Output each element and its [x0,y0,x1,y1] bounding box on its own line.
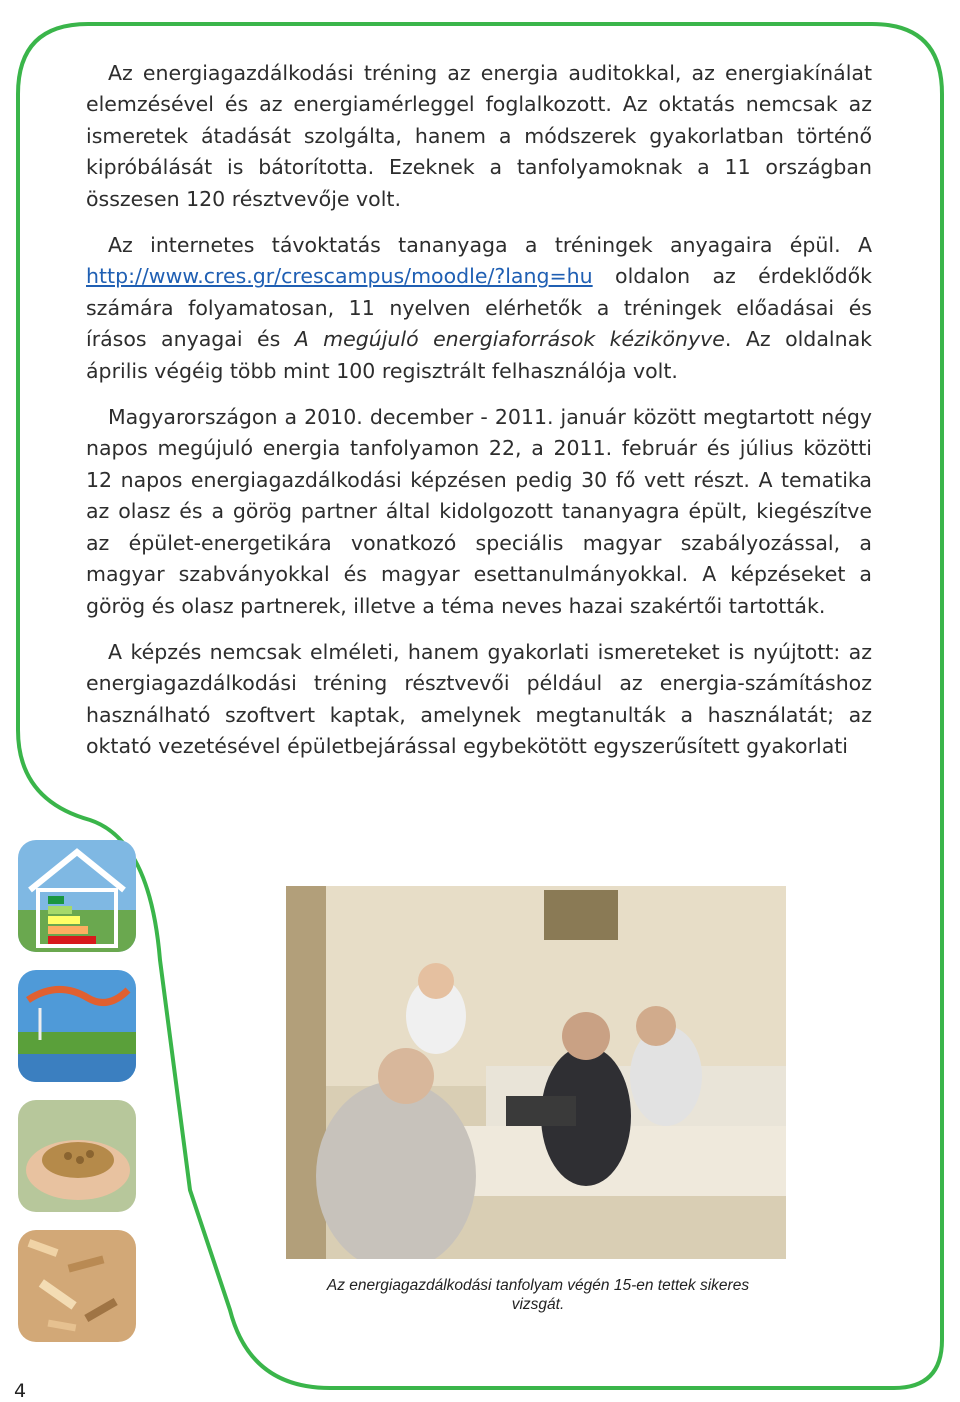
paragraph-practice: A képzés nemcsak elméleti, hanem gyakorlati ismereteket is nyújtott: az energiagazdálkodási tréning résztvevői például az energia-számításhoz használható szoftvert kaptak, amelynek megtanulták a használatát; az oktató vezetésével épületbejárással egybekötött egyszerűsített gyakorlati [86,639,872,759]
classroom-photo [286,886,786,1259]
article-body [86,58,872,778]
wind-water-icon [18,970,136,1082]
woodchips-icon [18,1230,136,1342]
house-energy-label-icon [18,840,136,952]
paragraph-distance-learning: Az internetes távoktatás tananyaga a tréningek anyagaira épül. A http://www.cres.gr/crescampus/moodle/?lang=hu oldalon az érdeklődők számára folyamatosan, 11 nyelven elérhetők a tréningek előadásai és írásos anyagai és A megújuló energiaforrások kézikönyve. Az oldalnak április végéig több mint 100 regisztrált felhasználója volt. [86,233,873,383]
paragraph-training: Az energiagazdálkodási tréning az energia auditokkal, az energiakínálat elemzésével és az energiamérleggel foglalkozott. Az oktatás nemcsak az ismeretek átadását szolgálta, hanem a módszerek gyakorlatban történő kipróbálását is bátorította. Ezeknek a tanfolyamoknak a 11 országban összesen 120 résztvevője volt. [86,61,872,211]
pellet-hands-icon [18,1100,136,1212]
moodle-link[interactable]: http://www.cres.gr/crescampus/moodle/?lang=hu [86,264,593,289]
page-number: 4 [14,1380,27,1402]
side-thumbnails [18,840,136,1360]
handbook-title: A megújuló energiaforrások kézikönyve [294,327,725,352]
paragraph-hungary-courses: Magyarországon a 2010. december - 2011. január között megtartott négy napos megújuló energia tanfolyamon 22, a 2011. február és július közötti 12 napos energiagazdálkodási képzésen pedig 30 fő vett részt. A tematika az olasz és a görög partner által kidolgozott tananyagra épült, kiegészítve az épület-energetikára vonatkozó speciális magyar szabályozással, a magyar szabványokkal és magyar esettanulmányokkal. A képzéseket a görög és olasz partnerek, illetve a téma neves hazai szakértői tartották. [86,405,872,618]
photo-caption: Az energiagazdálkodási tanfolyam végén 15-en tettek sikeres vizsgát. [326,1277,750,1313]
